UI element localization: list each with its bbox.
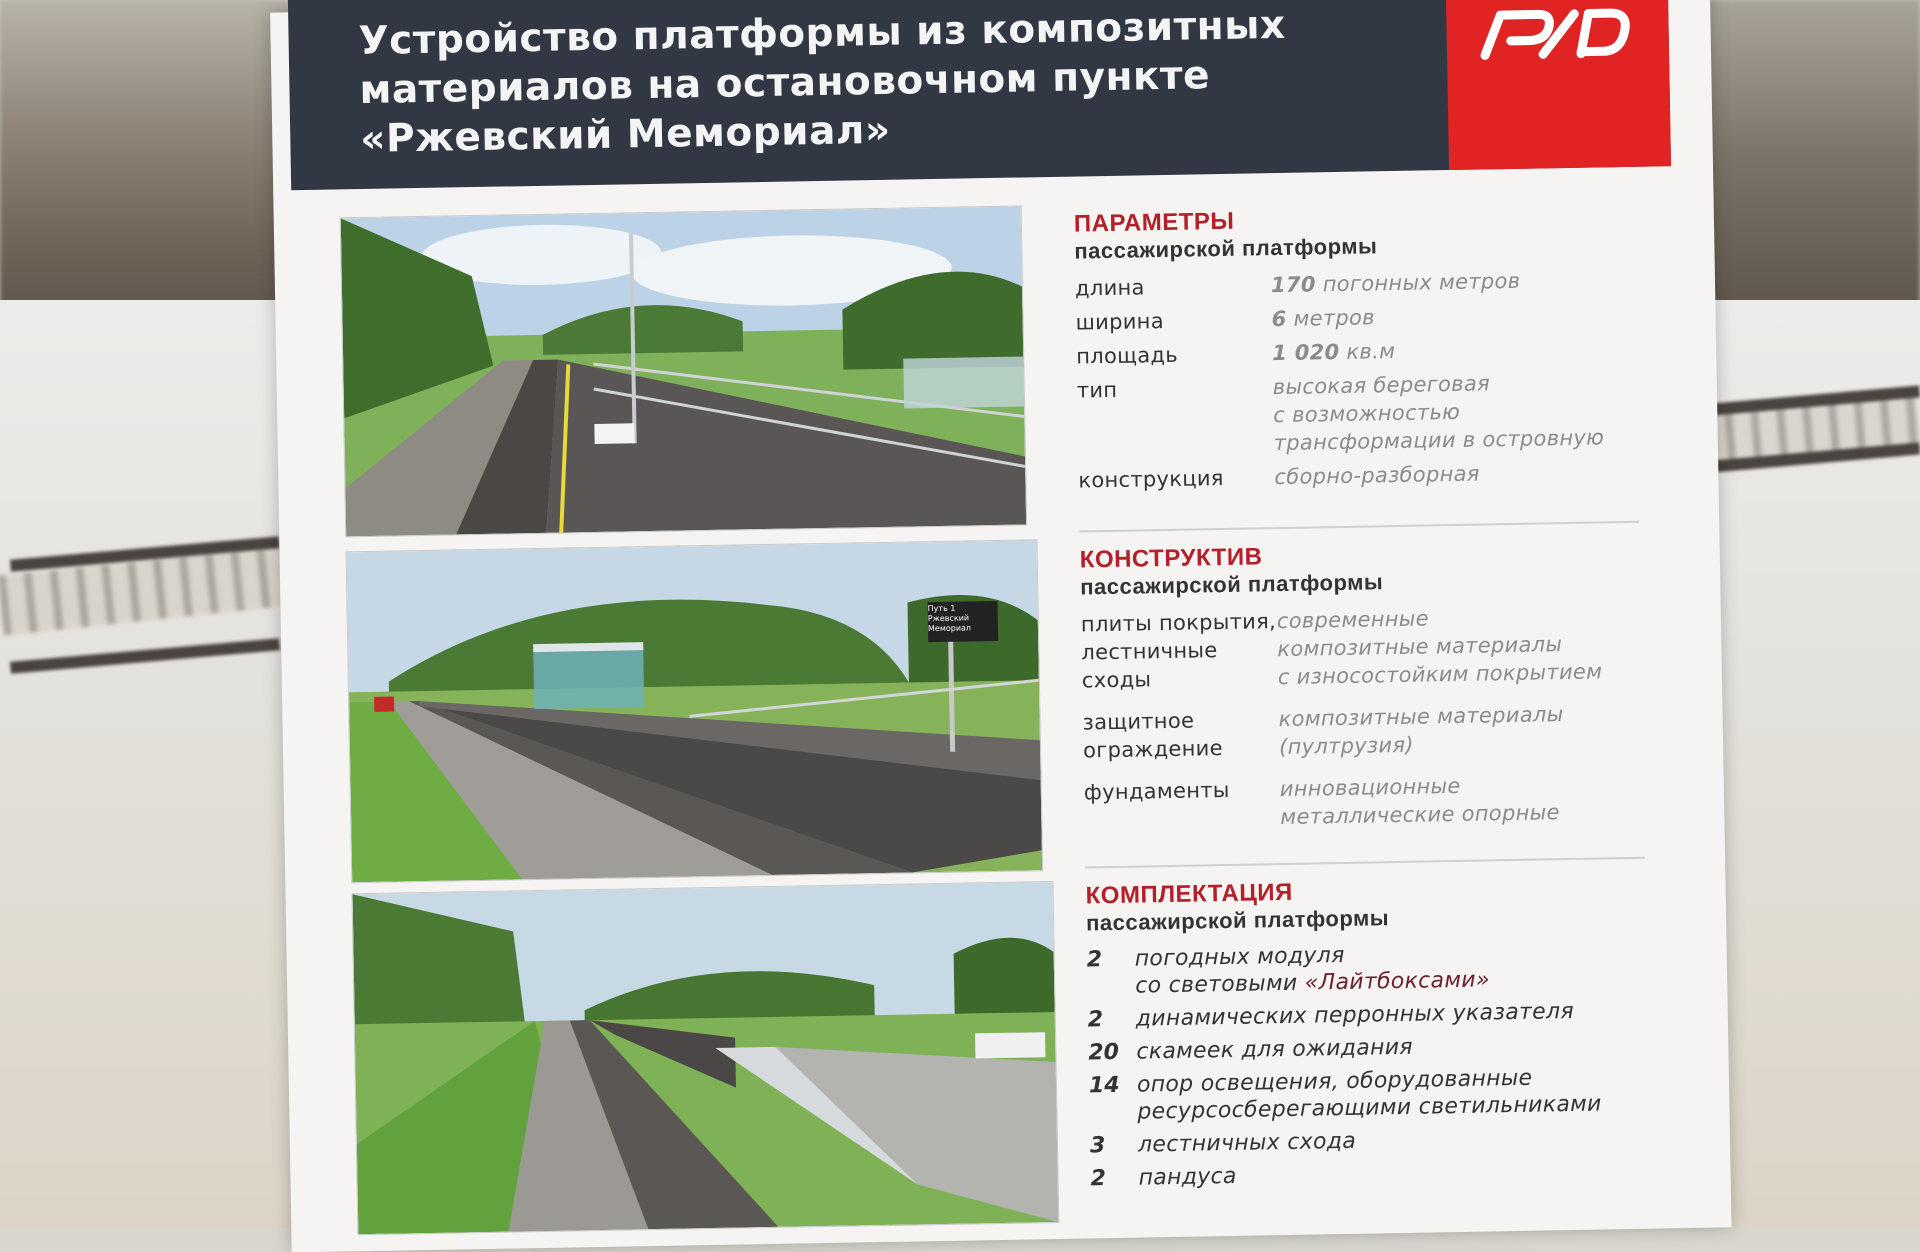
kit-item-count: 3 [1089,1133,1106,1159]
poster-title-line: материалов на остановочном пункте [359,53,1211,114]
parameter-key: площадь [1076,342,1179,369]
construction-key: фундаменты [1083,777,1230,805]
kit-item [1090,1156,1650,1193]
construction-row [1084,769,1645,835]
parameter-value [1271,267,1521,299]
poster-title-line: Устройство платформы из композитных [358,2,1286,65]
construction-value: современные композитные материалы с износостойким покрытием [1276,606,1603,690]
construction-value: композитные материалы (пултрузия) [1278,702,1564,760]
parameter-row [1076,333,1636,371]
kit-item-text: опор освещения, оборудованные ресурсосберегающими светильниками [1136,1065,1602,1125]
parameter-row [1075,299,1635,337]
platform-render-photo-1 [340,205,1027,537]
kit-item-count: 2 [1087,1007,1104,1033]
construction-title: КОНСТРУКТИВ [1079,543,1263,574]
kit-item-count: 14 [1088,1072,1120,1099]
parameter-text: сборно-разборная [1274,461,1480,490]
parameter-text: погонных метров [1315,268,1521,297]
kit-item-text: погодных модуля со световыми «Лайтбоксами» [1134,942,1490,999]
kit-item-text: скамеек для ожидания [1136,1034,1414,1065]
parameters-title: ПАРАМЕТРЫ [1073,207,1235,238]
parameter-text: метров [1286,305,1376,331]
construction-key: защитное ограждение [1082,708,1224,763]
parameters-section [1074,201,1639,501]
kit-item-text: пандуса [1138,1163,1237,1191]
parameter-value [1272,337,1396,367]
parameter-row [1078,457,1638,495]
kit-item-count: 20 [1088,1039,1120,1066]
parameter-key: тип [1076,377,1118,403]
parameter-text: высокая береговая с возможностью трансформации в островную [1272,371,1605,456]
info-poster [270,0,1731,1252]
background-trees-left [0,0,300,330]
parameter-value [1273,367,1605,457]
construction-value: инновационные металлические опорные [1279,773,1560,830]
parameter-row [1077,367,1638,461]
construction-key: плиты покрытия, лестничные сходы [1080,609,1277,693]
parameter-key: конструкция [1078,465,1224,493]
section-divider [1079,521,1639,533]
kit-item-count: 2 [1090,1166,1107,1192]
kit-item-highlight: «Лайтбоксами» [1304,967,1490,996]
parameter-row [1075,265,1635,303]
kit-item-text: лестничных схода [1137,1128,1357,1158]
rzd-logo-icon [1476,3,1637,66]
construction-subtitle: пассажирской платформы [1080,569,1384,600]
construction-row [1081,601,1642,695]
kit-item [1088,1030,1648,1067]
kit-subtitle: пассажирской платформы [1085,905,1390,936]
parameter-text: кв.м [1339,338,1396,364]
parameter-key: ширина [1075,309,1165,335]
parameters-subtitle: пассажирской платформы [1074,233,1378,264]
platform-render-image [353,882,1059,1234]
kit-item [1089,1063,1650,1127]
section-divider [1085,857,1645,869]
construction-section [1080,537,1645,849]
poster-title [358,0,1410,164]
kit-title: КОМПЛЕКТАЦИЯ [1085,878,1294,910]
rzd-logo [1446,0,1671,170]
construction-row [1082,699,1643,765]
kit-item [1090,1123,1650,1160]
platform-render-photo-2 [346,539,1044,883]
platform-render-photo-3 [351,881,1059,1235]
kit-item [1087,937,1648,1001]
kit-item [1088,997,1648,1034]
parameter-key: длина [1074,275,1145,301]
platform-sign: Путь 1 Ржевский Мемориал [927,603,972,634]
poster-title-line: «Ржевский Мемориал» [359,107,891,163]
parameter-number: 1 020 [1271,339,1340,366]
parameter-number: 170 [1270,272,1316,298]
parameter-value [1274,460,1480,492]
kit-item-count: 2 [1086,947,1103,973]
parameter-value [1271,303,1375,333]
platform-render-image [347,540,1043,882]
platform-render-image [341,206,1026,536]
poster-header [288,0,1671,190]
parameter-number: 6 [1271,306,1287,332]
kit-item-text: динамических перронных указателя [1135,998,1575,1032]
kit-section [1085,873,1650,1199]
